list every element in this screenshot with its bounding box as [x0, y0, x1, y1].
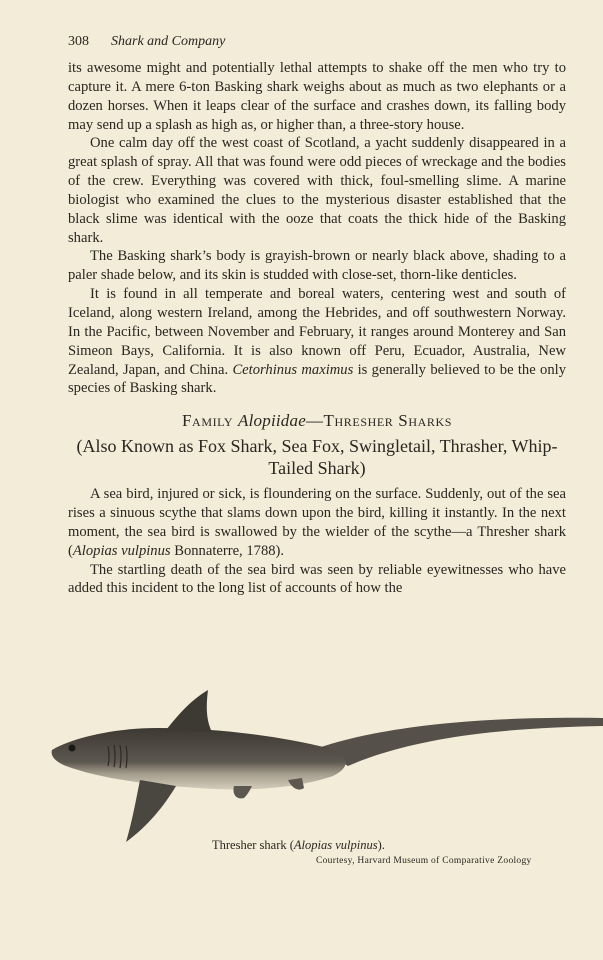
- section-heading: [68, 410, 566, 432]
- family-label: Family: [182, 411, 239, 431]
- paragraph-4-text: It is found in all temperate and boreal waters, centering west and south of Iceland, along western Ireland, among the Hebrides, and off southwestern Norway. In the Pacific, between November and February, it ranges around Monterey and San Simeon Bays, California. It is also known off Peru, Ecuador, Australia, New Zealand, Japan, and China.: [68, 286, 566, 378]
- species-name-basking: Cetorhinus maximus: [232, 361, 354, 378]
- figure-credit: Courtesy, Harvard Museum of Comparative Zoology: [316, 856, 532, 866]
- paragraph-5: [68, 485, 566, 560]
- caption-end: ).: [377, 838, 385, 852]
- paragraph-4-end: is generally believed to be the only species of Basking shark.: [68, 361, 566, 397]
- caption-text: Thresher shark (: [212, 838, 294, 852]
- family-common-name: —Thresher Sharks: [305, 411, 452, 431]
- also-known-as: (Also Known as Fox Shark, Sea Fox, Swingletail, Thrasher, Whip-Tailed Shark): [76, 436, 558, 479]
- tail-lobe: [318, 718, 603, 766]
- dorsal-fin: [166, 690, 212, 732]
- shark-eye: [69, 745, 76, 752]
- species-name-thresher: Alopias vulpinus: [72, 542, 171, 559]
- paragraph-1: its awesome might and potentially lethal attempts to shake off the men who try to capture it. A mere 6-ton Basking shark weighs about as much as two elephants or a dozen horses. When it leaps clear of the surface and crashes down, its falling body may send up a splash as high as, or higher than, a three-story house.: [68, 60, 566, 133]
- thresher-shark-illustration: [48, 688, 603, 843]
- caption-species: Alopias vulpinus: [293, 838, 378, 852]
- paragraph-5-end: Bonnaterre, 1788).: [170, 542, 285, 559]
- paragraph-5-text: A sea bird, injured or sick, is floundering on the surface. Suddenly, out of the sea rises a sinuous scythe that slams down upon the bird, killing it instantly. In the next moment, the sea bird is swallowed by the wielder of the scythe—a Thresher shark (: [68, 486, 566, 559]
- running-head: [68, 34, 566, 50]
- running-title: Shark and Company: [111, 34, 226, 49]
- paragraph-2: One calm day off the west coast of Scotland, a yacht suddenly disappeared in a great splash of spray. All that was found were odd pieces of wreckage and the bodies of the crew. Everything was covered with thick, foul-smelling slime. A marine biologist who examined the clues to the mysterious disaster established that the black slime was identical with the ooze that coats the thick hide of the Basking shark.: [68, 135, 566, 246]
- body-text-2: [68, 485, 566, 598]
- paragraph-3: The Basking shark’s body is grayish-brown or nearly black above, shading to a paler shade below, and its skin is studded with close-set, thorn-like denticles.: [68, 248, 566, 284]
- shark-image: [48, 688, 603, 843]
- pelvic-fin: [233, 786, 252, 798]
- paragraph-4: [68, 285, 566, 398]
- body-text: [68, 59, 566, 398]
- pectoral-fin: [126, 780, 176, 842]
- figure-caption: [212, 838, 385, 853]
- page-number: 308: [68, 34, 89, 49]
- page: [68, 34, 566, 598]
- anal-fin: [288, 778, 304, 790]
- family-name: Alopiidae: [238, 411, 306, 431]
- paragraph-6: The startling death of the sea bird was seen by reliable eyewitnesses who have added this incident to the long list of accounts of how the: [68, 561, 566, 597]
